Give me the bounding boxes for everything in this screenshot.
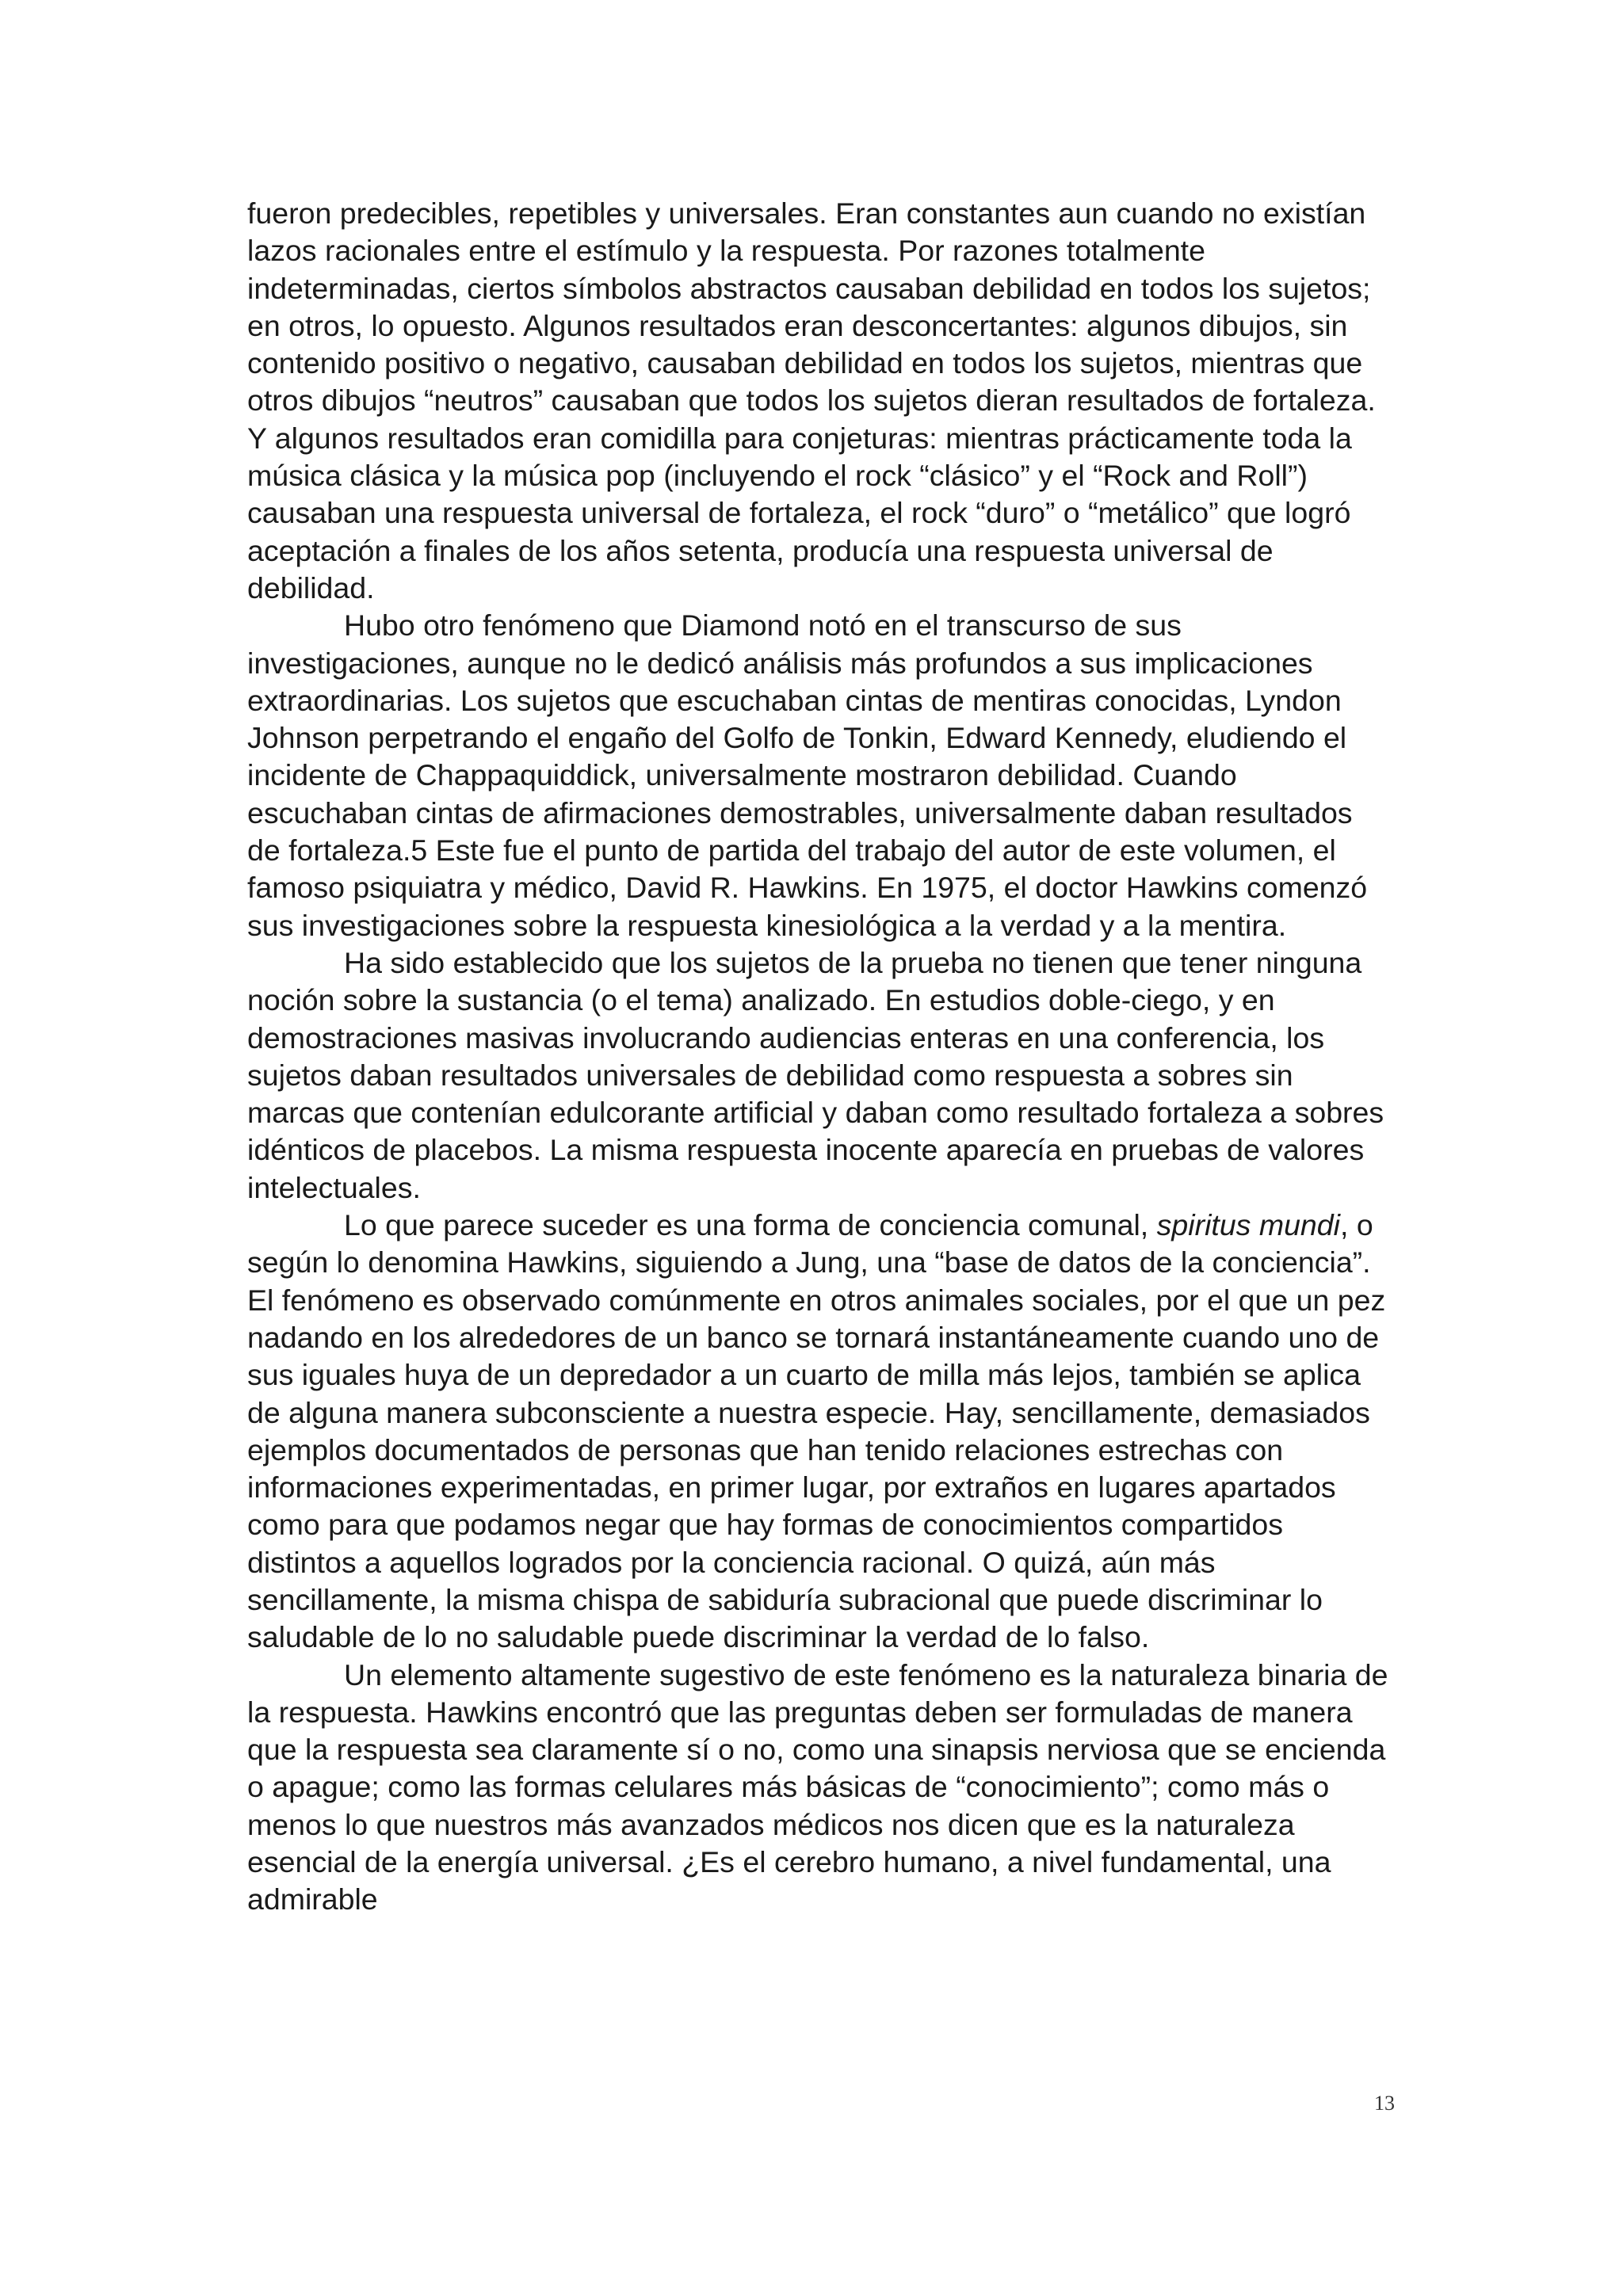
text-segment: fueron predecibles, repetibles y universales. Eran constantes aun cuando no existían lazos racionales entre el estímulo y la respuesta. Por razones totalmente indeterminadas, ciertos símbolos abstractos causaban debilidad en todos los sujetos; en otros, lo opuesto. Algunos resultados eran desconcertantes: algunos dibujos, sin contenido positivo o negativo, causaban debilidad en todos los sujetos, mientras que otros dibujos “neutros” causaban que todos los sujetos dieran resultados de fortaleza. Y algunos resultados eran comidilla para conjeturas: mientras prácticamente toda la música clásica y la música pop (incluyendo el rock “clásico” y el “Rock and Roll”) causaban una respuesta universal de fortaleza, el rock “duro” o “metálico” que logró aceptación a finales de los años setenta, producía una respuesta universal de debilidad.: [247, 196, 1376, 605]
text-segment: , o según lo denomina Hawkins, siguiendo a Jung, una “base de datos de la conciencia”. El fenómeno es observado comúnmente en otros animales sociales, por el que un pez nadando en los alrededores de un banco se tornará instantáneamente cuando uno de sus iguales huya de un depredador a un cuarto de milla más lejos, también se aplica de alguna manera subconsciente a nuestra especie. Hay, sencillamente, demasiados ejemplos documentados de personas que han tenido relaciones estrechas con informaciones experimentadas, en primer lugar, por extraños en lugares apartados como para que podamos negar que hay formas de conocimientos compartidos distintos a aquellos logrados por la conciencia racional. O quizá, aún más sencillamente, la misma chispa de sabiduría subracional que puede discriminar lo saludable de lo no saludable puede discriminar la verdad de lo falso.: [247, 1208, 1386, 1654]
text-segment: Lo que parece suceder es una forma de conciencia comunal,: [344, 1208, 1157, 1242]
paragraph: [247, 1207, 1388, 1657]
text-segment: Hubo otro fenómeno que Diamond notó en el transcurso de sus investigaciones, aunque no le dedicó análisis más profundos a sus implicaciones extraordinarias. Los sujetos que escuchaban cintas de mentiras conocidas, Lyndon Johnson perpetrando el engaño del Golfo de Tonkin, Edward Kennedy, eludiendo el incidente de Chappaquiddick, universalmente mostraron debilidad. Cuando escuchaban cintas de afirmaciones demostrables, universalmente daban resultados de fortaleza.5 Este fue el punto de partida del trabajo del autor de este volumen, el famoso psiquiatra y médico, David R. Hawkins. En 1975, el doctor Hawkins comenzó sus investigaciones sobre la respuesta kinesiológica a la verdad y a la mentira.: [247, 608, 1368, 942]
body-text: [247, 195, 1388, 1919]
paragraph: [247, 195, 1388, 607]
paragraph: [247, 944, 1388, 1207]
text-segment: Ha sido establecido que los sujetos de la prueba no tienen que tener ninguna noción sobre la sustancia (o el tema) analizado. En estudios doble-ciego, y en demostraciones masivas involucrando audiencias enteras en una conferencia, los sujetos daban resultados universales de debilidad como respuesta a sobres sin marcas que contenían edulcorante artificial y daban como resultado fortaleza a sobres idénticos de placebos. La misma respuesta inocente aparecía en pruebas de valores intelectuales.: [247, 945, 1384, 1204]
paragraph: [247, 607, 1388, 944]
page-number: 13: [1374, 2092, 1395, 2115]
italic-text: spiritus mundi: [1156, 1208, 1340, 1242]
paragraph: [247, 1657, 1388, 1919]
text-segment: Un elemento altamente sugestivo de este fenómeno es la naturaleza binaria de la respuesta. Hawkins encontró que las preguntas deben ser formuladas de manera que la respuesta sea claramente sí o no, como una sinapsis nerviosa que se encienda o apague; como las formas celulares más básicas de “conocimiento”; como más o menos lo que nuestros más avanzados médicos nos dicen que es la naturaleza esencial de la energía universal. ¿Es el cerebro humano, a nivel fundamental, una admirable: [247, 1657, 1388, 1917]
